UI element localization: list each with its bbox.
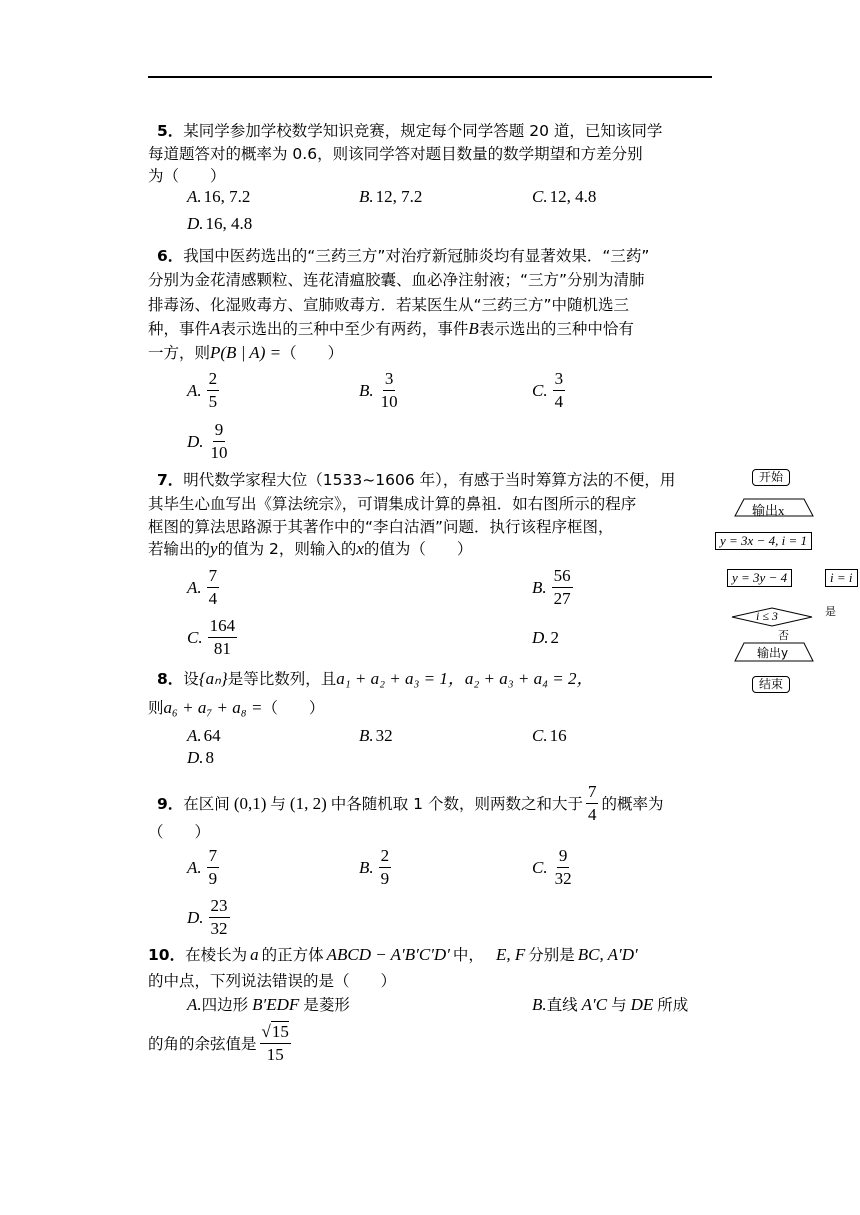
q10-text-1g: 分别是: [528, 946, 575, 964]
q6-number: 6．: [157, 247, 184, 265]
q9-text-1c: 与: [270, 794, 286, 813]
var-x: x: [356, 539, 364, 558]
fraction: [552, 566, 573, 609]
q7-line3: 框图的算法思路源于其著作中的“李白沽酒”问题．执行该程序框图，: [148, 518, 614, 536]
q5-line2: 每道题答对的概率为 0.6，则该同学答对题目数量的数学期望和方差分别: [148, 145, 643, 163]
q6-option-c[interactable]: [532, 369, 568, 412]
q10-line1: [148, 944, 638, 966]
option-text: 16: [549, 726, 567, 745]
q10-line2: 的中点，下列说法错误的是（ ）: [148, 972, 397, 990]
option-text: 12, 4.8: [549, 187, 597, 206]
denominator: 4: [208, 589, 218, 608]
q6-line5: [148, 342, 343, 364]
q9-option-c[interactable]: [532, 846, 577, 889]
flowchart-increment: i = i: [825, 569, 858, 587]
points-ef: E, F: [495, 945, 526, 964]
q6-line2: 分别为金花清感颗粒、连花清瘟胶囊、血必净注射液；“三方”分别为清肺: [148, 271, 645, 289]
q5-option-c[interactable]: [532, 187, 596, 207]
denominator: 32: [210, 919, 228, 938]
option-label: B.: [532, 995, 547, 1014]
q5-text-1: 某同学参加学校数学知识竞赛，规定每个同学答题 20 道，已知该同学: [183, 122, 663, 140]
flowchart-yes: 是: [825, 605, 836, 618]
numerator: 23: [209, 896, 230, 918]
option-label: A.: [187, 857, 202, 877]
option-label: C.: [532, 187, 548, 206]
denominator: 15: [266, 1045, 284, 1064]
q6-text-1: 我国中医药选出的“三药三方”对治疗新冠肺炎均有显著效果．“三药”: [183, 247, 650, 265]
denominator: 10: [380, 392, 398, 411]
flowchart-update: y = 3y − 4: [727, 569, 792, 587]
fraction: [208, 616, 238, 659]
q10-text-4: 的角的余弦值是: [148, 1034, 257, 1053]
numerator: 7: [207, 566, 220, 588]
option-text: 32: [375, 726, 393, 745]
option-label: C.: [187, 627, 203, 647]
event-b: B: [468, 319, 479, 338]
fraction: [209, 896, 230, 939]
q5-option-b[interactable]: [359, 187, 422, 207]
equation-2: a₂ + a₃ + a₄ = 2，: [464, 669, 594, 688]
option-label: A.: [187, 187, 202, 206]
conditional-probability: P(B | A) =: [210, 343, 282, 362]
fraction: [207, 846, 220, 889]
q7-text-4c: 的值为 2，则输入的: [217, 540, 357, 558]
denominator: 9: [380, 869, 390, 888]
option-label: B.: [359, 726, 374, 745]
q5-option-d[interactable]: [187, 214, 252, 234]
q7-text-4a: 若输出的: [148, 540, 211, 558]
option-label: D.: [187, 431, 204, 451]
q7-line2: 其毕生心血写出《算法统宗》，可谓集成计算的鼻祖．如右图所示的程序: [148, 495, 637, 513]
q8-option-c[interactable]: [532, 726, 567, 746]
q10-line4: [148, 1022, 294, 1065]
option-label: D.: [532, 628, 549, 647]
q6-option-b[interactable]: [359, 369, 403, 412]
q5-option-a[interactable]: [187, 187, 250, 207]
denominator: 4: [554, 392, 564, 411]
option-label: B.: [359, 380, 374, 400]
option-text: 四边形: [201, 996, 249, 1014]
q8-text-2a: 则: [148, 699, 164, 717]
q8-line2: [148, 697, 324, 719]
option-label: C.: [532, 857, 548, 877]
option-text: 直线: [546, 996, 578, 1014]
denominator: 32: [554, 869, 572, 888]
option-text: 所成: [657, 996, 689, 1014]
option-text: 2: [550, 628, 560, 647]
equation-1: a₁ + a₂ + a₃ = 1，: [336, 669, 465, 688]
q6-text-5a: 一方，则: [148, 344, 211, 362]
edge-length: a: [250, 945, 259, 964]
q10-number: 10．: [148, 946, 186, 964]
numerator: 56: [552, 566, 573, 588]
q9-option-a[interactable]: [187, 846, 222, 889]
fraction: [586, 782, 599, 825]
fraction: [553, 369, 566, 412]
option-label: C.: [532, 380, 548, 400]
fraction: [379, 369, 400, 412]
interval-2: (1, 2): [289, 793, 327, 813]
option-label: D.: [187, 214, 204, 233]
numerator: 7: [586, 782, 599, 804]
q10-text-1e: 中，: [452, 946, 484, 964]
q10-option-b[interactable]: [532, 994, 688, 1016]
q7-option-a[interactable]: [187, 566, 222, 609]
q9-number: 9．: [157, 794, 184, 813]
q5-number: 5．: [157, 122, 184, 140]
q7-text-1: 明代数学家程大位（1533~1606 年），有感于当时筹算方法的不便，用: [183, 471, 676, 489]
fraction: [207, 369, 220, 412]
line-ac: A′C: [581, 995, 608, 1014]
quadrilateral: B′EDF: [252, 995, 300, 1014]
option-label: B.: [532, 577, 547, 597]
q9-line2: （ ）: [148, 823, 211, 841]
fraction: [553, 846, 574, 889]
line-de: DE: [630, 995, 654, 1014]
q6-line1: [157, 245, 649, 267]
option-label: A.: [187, 726, 202, 745]
cube-name: ABCD − A′B′C′D′: [326, 945, 450, 964]
option-label: D.: [187, 907, 204, 927]
option-text: 8: [205, 748, 215, 767]
numerator: 9: [213, 420, 226, 442]
flowchart-output-x: 输出x: [752, 503, 785, 518]
q5-line1: [157, 120, 662, 142]
flowchart-end: 结束: [752, 676, 790, 693]
q9-text-1f: 的概率为: [601, 794, 664, 813]
q8-option-b[interactable]: [359, 726, 393, 746]
denominator: 9: [208, 869, 218, 888]
option-label: A.: [187, 380, 202, 400]
option-label: B.: [359, 187, 374, 206]
q8-number: 8．: [157, 670, 184, 688]
q8-text-2c: （ ）: [262, 699, 325, 717]
numerator: 164: [208, 616, 238, 638]
option-text: 12, 7.2: [375, 187, 423, 206]
option-label: B.: [359, 857, 374, 877]
q6-text-4a: 种，事件: [148, 320, 211, 338]
q6-text-5c: （ ）: [281, 344, 344, 362]
q8-text-1c: 是等比数列，且: [227, 670, 337, 688]
option-label: A.: [187, 995, 202, 1014]
q9-option-d[interactable]: [187, 896, 233, 939]
numerator: 3: [383, 369, 396, 391]
q7-line1: [157, 469, 675, 491]
q6-option-a[interactable]: [187, 369, 222, 412]
q9-option-b[interactable]: [359, 846, 394, 889]
numerator: 2: [379, 846, 392, 868]
q9-text-1e: 中各随机取 1 个数，则两数之和大于: [330, 794, 583, 813]
q7-option-b[interactable]: [532, 566, 576, 609]
numerator: 9: [557, 846, 570, 868]
expression: a₆ + a₇ + a₈ =: [163, 698, 263, 717]
q5-line3: 为（ ）: [148, 167, 226, 185]
option-text: 16, 7.2: [203, 187, 251, 206]
denominator: 10: [210, 443, 228, 462]
q10-text-1c: 的正方体: [261, 946, 324, 964]
numerator: 3: [553, 369, 566, 391]
header-rule: [148, 76, 712, 78]
fraction: [207, 566, 220, 609]
q10-text-1a: 在棱长为: [185, 946, 248, 964]
flowchart-output-y: 输出y: [757, 646, 789, 660]
denominator: 5: [208, 392, 218, 411]
q9-line1: [157, 782, 663, 825]
q8-text-1a: 设: [183, 670, 199, 688]
q6-text-4e: 表示选出的三种中恰有: [478, 320, 634, 338]
option-label: C.: [532, 726, 548, 745]
flowchart-init: y = 3x − 4, i = 1: [715, 532, 812, 550]
event-a: A: [210, 319, 221, 338]
q6-line4: [148, 318, 634, 340]
option-text: 与: [611, 996, 627, 1014]
q7-line4: [148, 538, 472, 560]
numerator: 2: [207, 369, 220, 391]
option-text: 16, 4.8: [205, 214, 253, 233]
sequence: {aₙ}: [198, 669, 228, 688]
numerator: 7: [207, 846, 220, 868]
q8-option-d[interactable]: [187, 748, 214, 768]
q8-option-a[interactable]: [187, 726, 221, 746]
q7-text-4e: 的值为（ ）: [363, 540, 473, 558]
fraction: [260, 1022, 291, 1065]
interval-1: (0,1): [233, 793, 267, 813]
option-text: 64: [203, 726, 221, 745]
option-label: D.: [187, 748, 204, 767]
q7-option-c[interactable]: [187, 616, 240, 659]
fraction: [379, 846, 392, 889]
denominator: 27: [553, 589, 571, 608]
q7-option-d[interactable]: [532, 628, 559, 648]
q9-text-1a: 在区间: [183, 794, 230, 813]
segments: BC, A′D′: [577, 945, 638, 964]
var-y: y: [210, 539, 218, 558]
denominator: 4: [587, 805, 597, 824]
flowchart-no: 否: [778, 629, 789, 642]
option-text: 是菱形: [303, 996, 350, 1014]
flowchart-start: 开始: [752, 469, 790, 486]
q6-line3: 排毒汤、化湿败毒方、宣肺败毒方．若某医生从“三药三方”中随机选三: [148, 296, 630, 314]
q6-text-4c: 表示选出的三种中至少有两药，事件: [220, 320, 469, 338]
numerator: √15: [260, 1022, 291, 1044]
flowchart-condition: i ≤ 3: [756, 609, 778, 623]
option-label: A.: [187, 577, 202, 597]
fraction: [209, 420, 230, 463]
q10-option-a[interactable]: [187, 994, 350, 1016]
sqrt-radicand: 15: [271, 1022, 289, 1041]
denominator: 81: [213, 639, 231, 658]
q6-option-d[interactable]: [187, 420, 233, 463]
q7-number: 7．: [157, 471, 184, 489]
q8-line1: [157, 668, 594, 690]
